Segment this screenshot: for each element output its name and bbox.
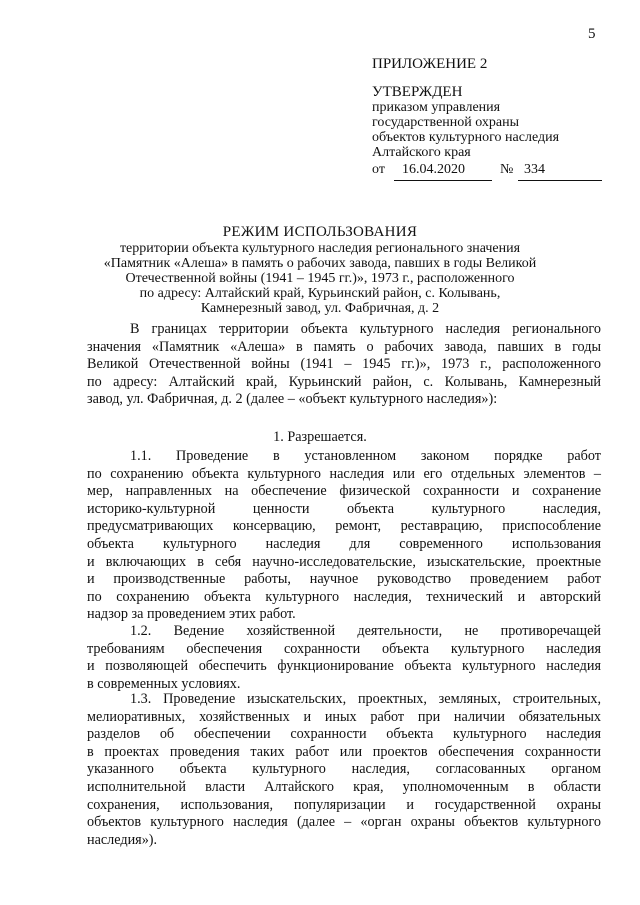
number-sign: № [500,162,514,177]
approval-line: Алтайского края [372,145,471,160]
text-line: 1.1. Проведение в установленном законом порядке работ [130,448,601,464]
title-line: «Памятник «Алеша» в память о рабочих завода, павших в годы Великой [103,256,537,271]
text-line: по сохранению объекта культурного наследия, технический и авторский [87,588,601,605]
date-prefix: от [372,162,385,177]
text-line: надзор за проведением этих работ. [87,606,296,623]
title-line: по адресу: Алтайский край, Курьинский район, с. Колывань, [139,286,501,301]
text-line: объектов культурного наследия (далее – «орган охраны объектов культурного [87,814,601,831]
paragraph-1-2 [87,623,601,693]
text-line: в современных условиях. [87,675,241,692]
text-line: объекта культурного наследия для современного использования [87,535,601,552]
approval-line: объектов культурного наследия [372,130,560,145]
text-line: и включающих в себя научно-исследовательские, изыскательские, проектные [87,553,601,570]
text-line: историко-культурной ценности объекта культурного наследия, [87,500,601,517]
text-line: значения «Памятник «Алеша» в память о рабочих завода, павших в годы [87,338,601,355]
text-line: исполнительной власти Алтайского края, уполномоченным в области [87,778,601,795]
text-line: сохранения, использования, популяризации и государственной охраны [87,796,601,813]
section-heading: 1. Разрешается. [273,429,367,445]
text-line: 1.2. Ведение хозяйственной деятельности, не противоречащей [130,623,601,639]
text-line: наследия»). [87,831,158,848]
text-line: Великой Отечественной войны (1941 – 1945 гг.)», 1973 г., расположенного [87,356,601,373]
text-line: по адресу: Алтайский край, Курьинский район, с. Колывань, Камнерезный [87,373,601,390]
text-line: В границах территории объекта культурного наследия регионального [130,321,601,337]
title-line: Камнерезный завод, ул. Фабричная, д. 2 [200,301,440,316]
paragraph-1-1 [87,448,601,624]
text-line: мер, направленных на обеспечение физической сохранности и сохранение [87,483,601,500]
text-line: и позволяющей обеспечить функционирование объекта культурного наследия [87,658,601,675]
text-line: разделов об обеспечении сохранности объекта культурного наследия [87,726,601,743]
text-line: 1.3. Проведение изыскательских, проектных, земляных, строительных, [130,691,601,707]
text-line: в проектах проведения таких работ или проектов обеспечения сохранности [87,743,601,760]
document-title-block [0,224,640,316]
text-line: завод, ул. Фабричная, д. 2 (далее – «объект культурного наследия»): [87,391,498,408]
title-line: территории объекта культурного наследия регионального значения [119,241,521,256]
text-line: требованиям обеспечения сохранности объекта культурного наследия [87,640,601,657]
paragraph-1-3 [87,691,601,849]
text-line: мелиоративных, хозяйственных и иных работ при наличии обязательных [87,708,601,725]
appendix-title: ПРИЛОЖЕНИЕ 2 [372,56,488,72]
document-title: РЕЖИМ ИСПОЛЬЗОВАНИЯ [222,224,418,240]
text-line: по сохранению объекта культурного наследия или его отдельных элементов – [87,465,601,482]
approved-label: УТВЕРЖДЕН [372,84,463,100]
order-date: 16.04.2020 [402,162,465,177]
page-number: 5 [588,26,596,42]
approval-line: государственной охраны [372,115,520,130]
text-line: указанного объекта культурного наследия, согласованных органом [87,761,601,778]
order-date-number-line [372,162,612,182]
approval-line: приказом управления [372,100,501,115]
intro-paragraph [87,321,601,409]
text-line: предусматривающих консервацию, ремонт, реставрацию, приспособление [87,518,601,535]
order-number: 334 [524,162,545,177]
title-line: Отечественной войны (1941 – 1945 гг.)», 1973 г., расположенного [125,271,515,286]
approval-block [372,84,612,182]
text-line: и производственные работы, научное руководство проведением работ [87,571,601,588]
